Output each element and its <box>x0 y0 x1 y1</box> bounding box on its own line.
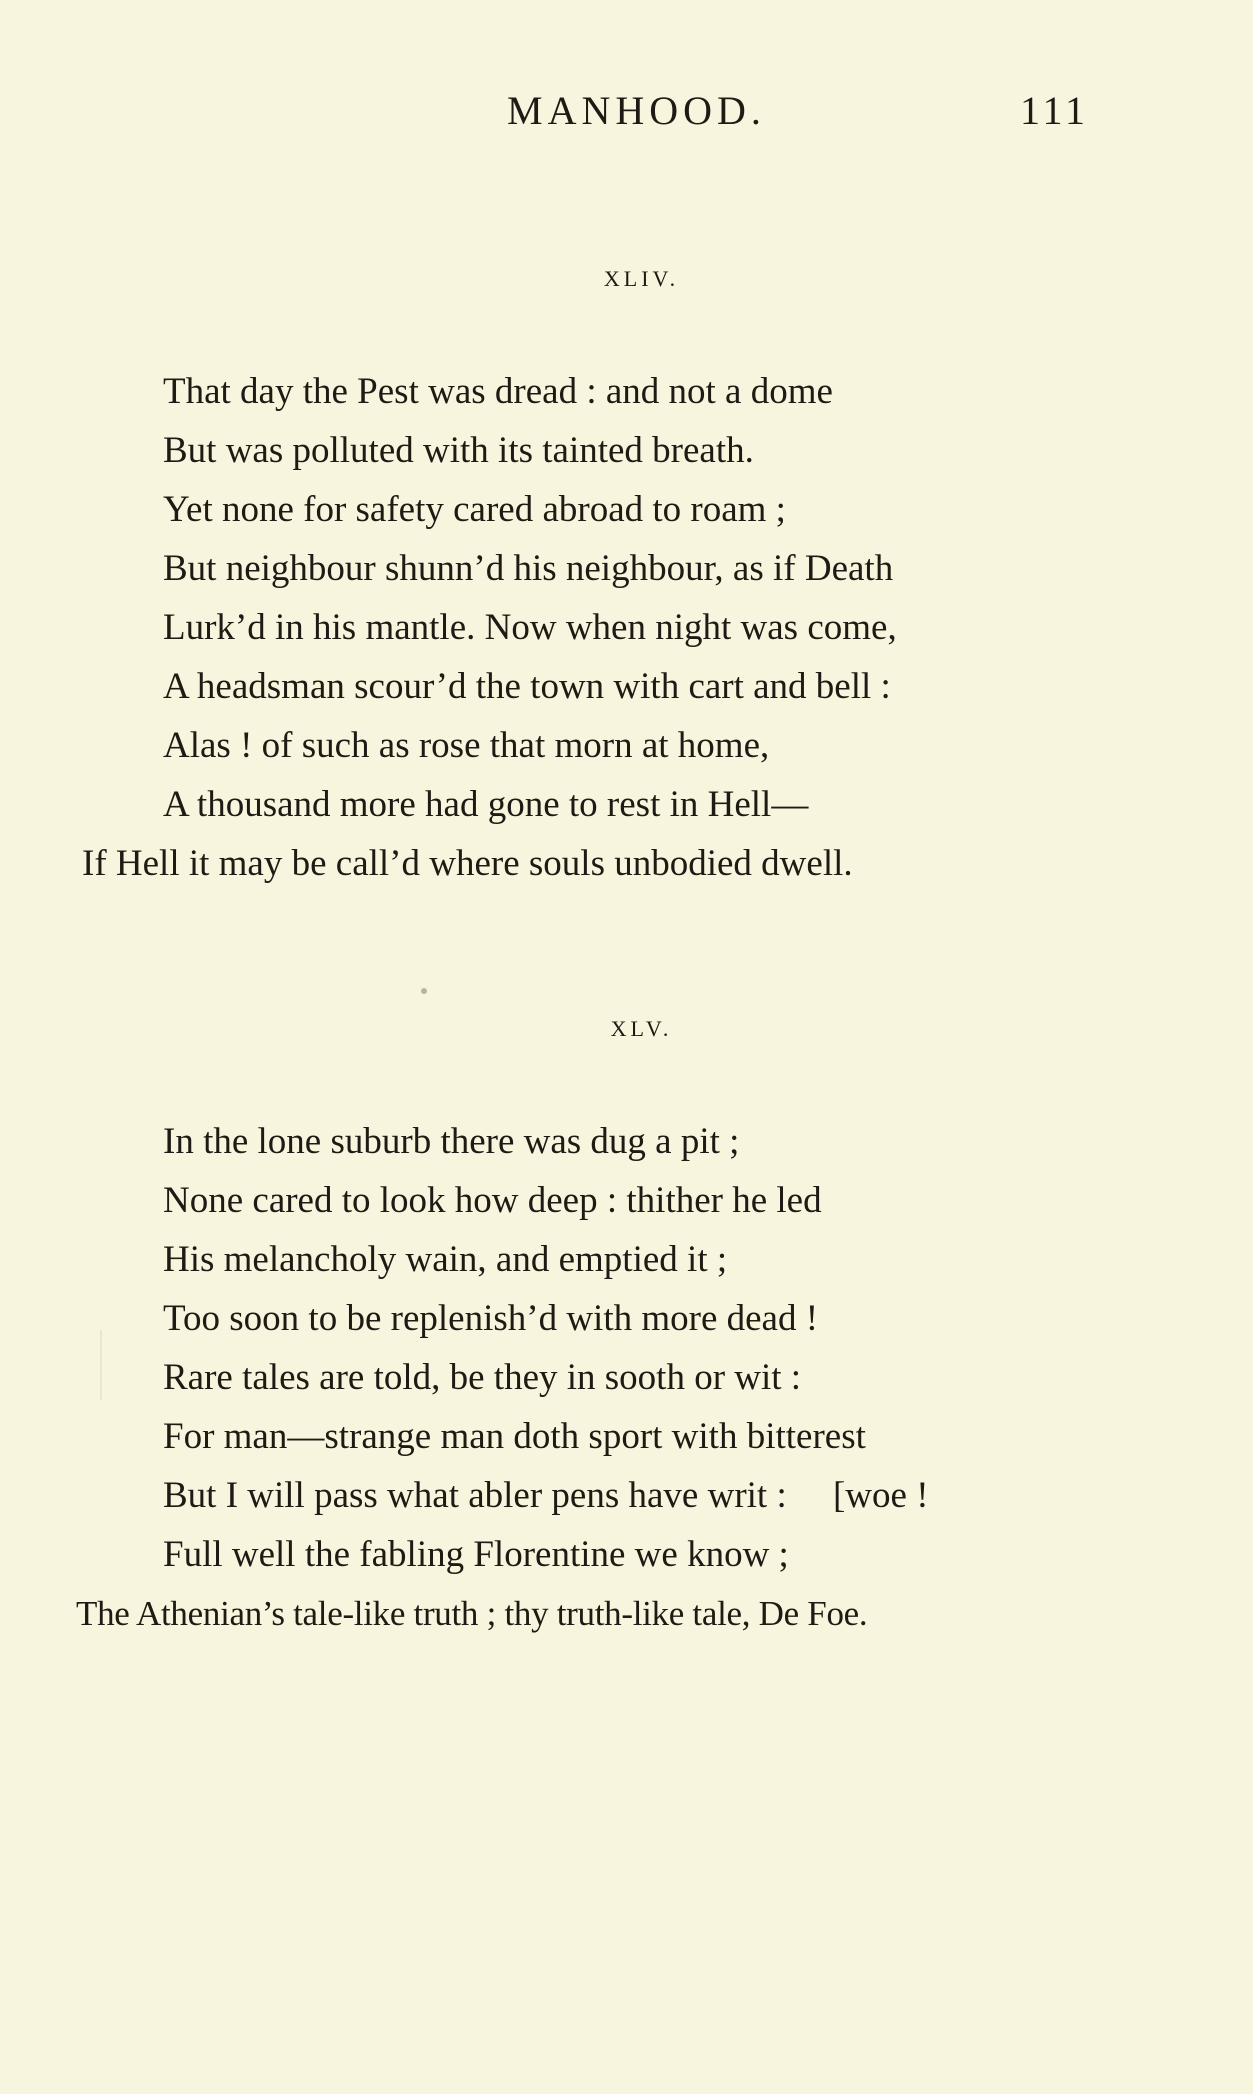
stanza-line: None cared to look how deep : thither he led <box>163 1180 822 1221</box>
stanza-line: Yet none for safety cared abroad to roam ; <box>163 489 786 530</box>
stanza-line: But I will pass what abler pens have writ : [woe ! <box>163 1475 929 1516</box>
stanza-line: Alas ! of such as rose that morn at home, <box>163 725 770 766</box>
stanza-line: Rare tales are told, be they in sooth or wit : <box>163 1357 802 1398</box>
stanza-line: But was polluted with its tainted breath. <box>163 430 754 471</box>
stanza-line: Too soon to be replenish’d with more dead ! <box>163 1298 819 1339</box>
page-number: 111 <box>1020 88 1090 133</box>
stanza-line: Full well the fabling Florentine we know ; <box>163 1534 789 1575</box>
ink-speck <box>421 988 427 994</box>
stanza-line: But neighbour shunn’d his neighbour, as if Death <box>163 548 894 589</box>
stanza-line: A headsman scour’d the town with cart and bell : <box>163 666 891 707</box>
stanza-line: In the lone suburb there was dug a pit ; <box>163 1121 740 1162</box>
stanza-line: That day the Pest was dread : and not a dome <box>163 371 833 412</box>
stanza-line: For man—strange man doth sport with bitterest <box>163 1416 866 1457</box>
stanza-number-xliv: XLIV. <box>603 266 680 291</box>
stanza-number-xlv: XLV. <box>610 1016 673 1041</box>
stanza-line: If Hell it may be call’d where souls unbodied dwell. <box>82 843 853 884</box>
stanza-line: The Athenian’s tale-like truth ; thy truth-like tale, De Foe. <box>76 1594 868 1633</box>
stanza-line: A thousand more had gone to rest in Hell— <box>163 784 809 825</box>
stanza-line: Lurk’d in his mantle. Now when night was come, <box>163 607 897 648</box>
running-title: MANHOOD. <box>507 88 766 133</box>
stanza-line: His melancholy wain, and emptied it ; <box>163 1239 728 1280</box>
paper-fold-mark <box>100 1330 102 1400</box>
